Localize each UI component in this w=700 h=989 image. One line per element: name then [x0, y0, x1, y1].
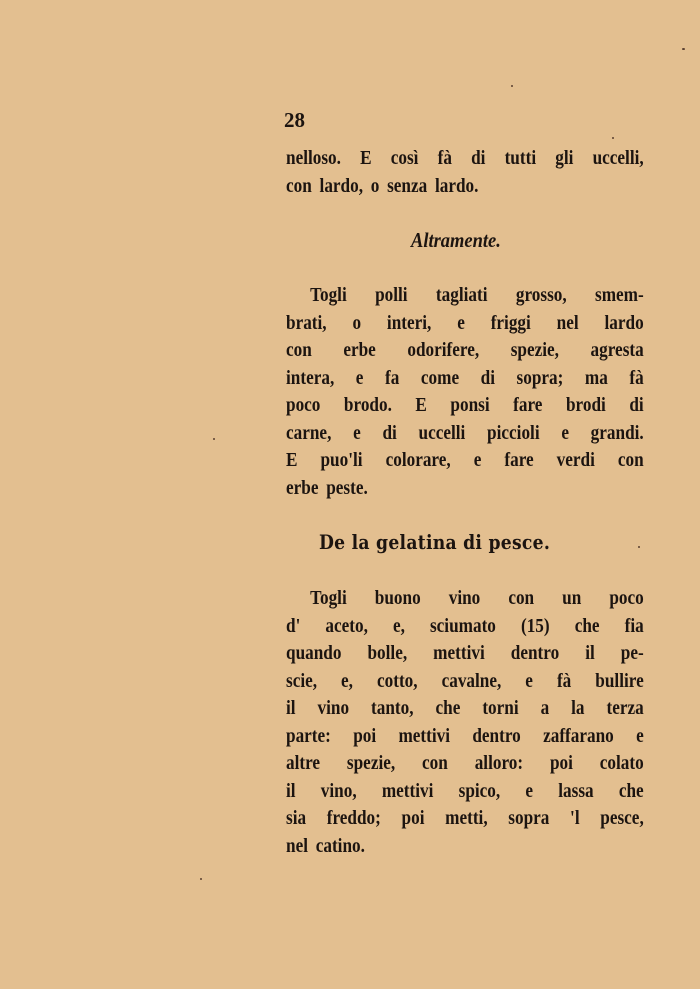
paper-speck	[612, 137, 614, 139]
text-line: con lardo, o senza lardo.	[286, 174, 479, 197]
text-line: parte: poi mettivi dentro zaffarano e	[286, 724, 644, 747]
text-line: d' aceto, e, sciumato (15) che fia	[286, 614, 644, 637]
paper-speck	[213, 438, 215, 440]
text-line: erbe peste.	[286, 476, 368, 499]
text-line: intera, e fa come di sopra; ma fà	[286, 366, 644, 389]
text-line: carne, e di uccelli piccioli e grandi.	[286, 421, 644, 444]
paper-speck	[200, 878, 202, 880]
text-line: con erbe odorifere, spezie, agresta	[286, 339, 644, 361]
paragraph-gelatina	[286, 585, 644, 860]
text-line: scie, e, cotto, cavalne, e fà bullire	[286, 669, 644, 692]
text-line: quando bolle, mettivi dentro il pe-	[286, 642, 644, 664]
page-number: 28	[284, 108, 305, 132]
text-line: nelloso. E così fà di tutti gli uccelli,	[286, 147, 644, 169]
text-line: Togli polli tagliati grosso, smem-	[310, 284, 644, 306]
text-line: Togli buono vino con un poco	[310, 587, 644, 609]
paragraph-altramente	[286, 282, 644, 502]
text-line: nel catino.	[286, 834, 365, 857]
text-line: il vino tanto, che torni a la terza	[286, 697, 644, 719]
recipe-heading-altramente: Altramente.	[411, 228, 501, 252]
paper-speck	[511, 85, 513, 87]
text-line: il vino, mettivi spico, e lassa che	[286, 779, 644, 802]
paper-speck	[682, 48, 685, 50]
recipe-heading-gelatina: De la gelatina di pesce.	[319, 530, 551, 554]
text-line: sia freddo; poi metti, sopra 'l pesce,	[286, 807, 644, 829]
text-line: E puo'li colorare, e fare verdi con	[286, 449, 644, 471]
text-line: brati, o interi, e friggi nel lardo	[286, 311, 644, 334]
paper-speck	[638, 546, 640, 548]
text-line: altre spezie, con alloro: poi colato	[286, 752, 644, 774]
text-line: poco brodo. E ponsi fare brodi di	[286, 394, 644, 416]
paragraph-continuation	[286, 145, 644, 200]
